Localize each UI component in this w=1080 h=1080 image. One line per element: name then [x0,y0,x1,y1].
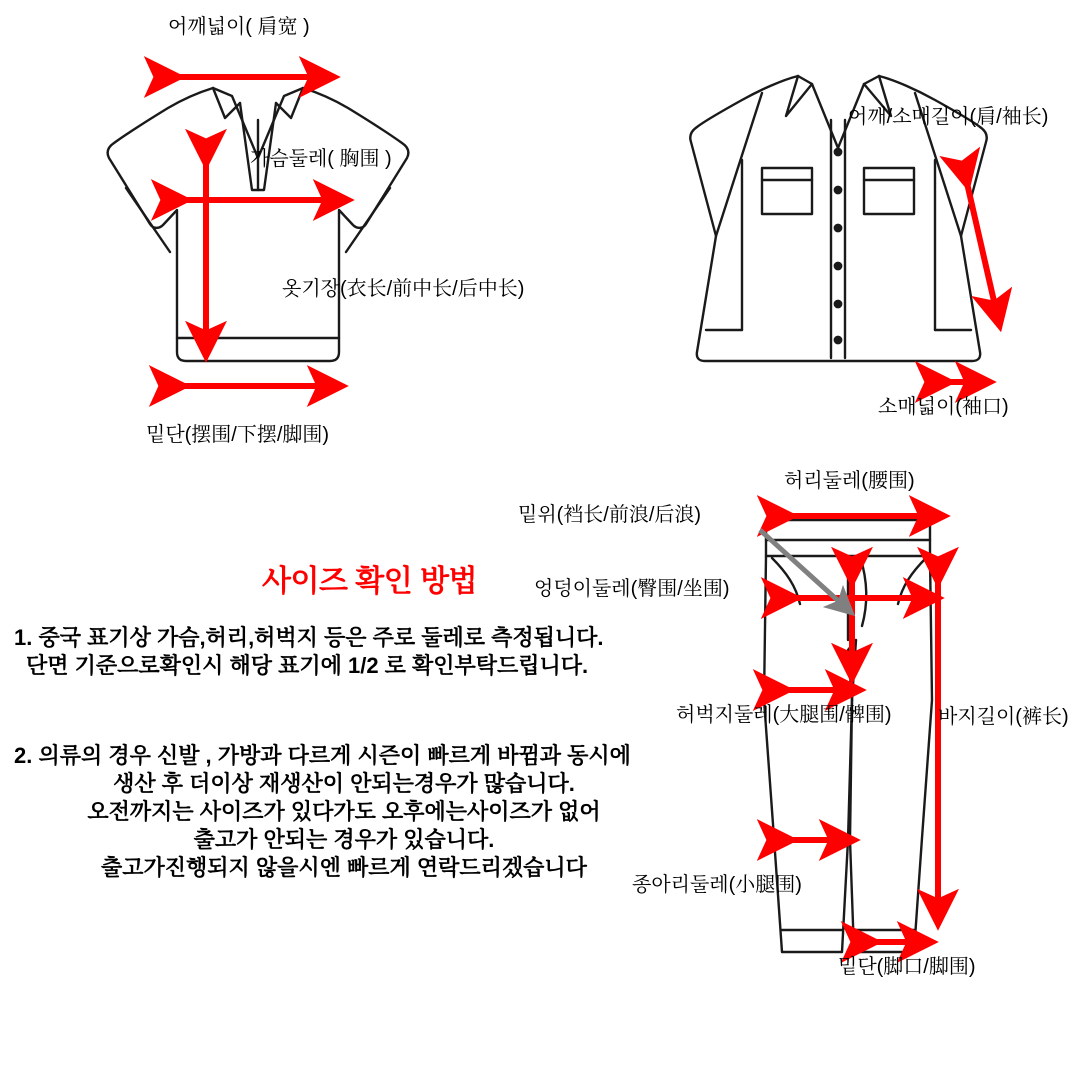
arrow-sleeve-length [964,170,996,310]
notes-title: 사이즈 확인 방법 [262,565,478,598]
label-cuff: 소매넓이(袖口) [878,396,1009,418]
note-2-line-4: 출고가 안되는 경우가 있습니다. [193,827,495,852]
label-waist: 허리둘레(腰围) [784,470,915,492]
label-calf: 종아리둘레(小腿围) [632,874,802,896]
label-thigh: 허벅지둘레(大腿围/髀围) [676,704,892,726]
label-shoulder-width: 어깨넓이( 肩宽 ) [168,16,310,38]
label-rise: 밑위(裆长/前浪/后浪) [518,504,702,526]
label-shoulder-sleeve: 어깨/소매길이(肩/袖长) [848,106,1049,128]
note-1-line-2: 단면 기준으로확인시 해당 표기에 1/2 로 확인부탁드립니다. [26,653,589,678]
note-2-line-1: 2. 의류의 경우 신발 , 가방과 다르게 시즌이 빠르게 바뀜과 동시에 [14,743,631,768]
label-hem: 밑단(摆围/下摆/脚围) [146,424,330,446]
label-pants-length: 바지길이(裤长) [938,706,1069,728]
note-2-line-5: 출고가진행되지 않을시엔 빠르게 연락드리겠습니다 [101,855,587,880]
note-1-line-1: 1. 중국 표기상 가슴,허리,허벅지 등은 주로 둘레로 측정됩니다. [14,625,604,650]
note-2-line-3: 오전까지는 사이즈가 있다가도 오후에는사이즈가 없어 [87,799,601,824]
pointer-rise [760,530,844,606]
label-hip: 엉덩이둘레(臀围/坐围) [534,578,730,600]
label-pants-hem: 밑단(脚口/脚围) [838,956,976,978]
note-2-line-2: 생산 후 더이상 재생산이 안되는경우가 많습니다. [113,771,575,796]
label-length: 옷기장(衣长/前中长/后中长) [282,278,525,300]
label-chest: 가슴둘레( 胸围 ) [250,148,392,170]
